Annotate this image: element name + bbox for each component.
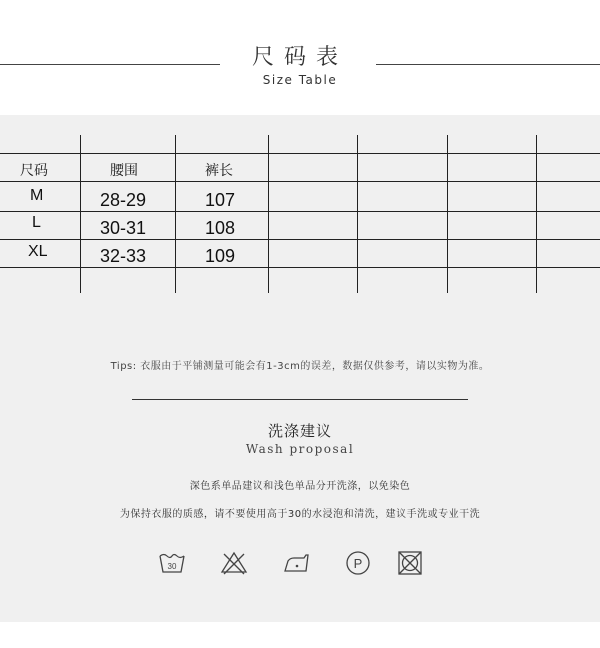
do-not-tumble-dry-icon (396, 550, 424, 576)
table-cell-waist: 32-33 (100, 246, 147, 266)
wash-30-icon (158, 550, 186, 576)
low-iron-icon (282, 550, 310, 576)
table-cell-size: M (30, 187, 44, 204)
table-divider (268, 135, 269, 293)
svg-text:P: P (353, 556, 363, 571)
table-cell-waist: 30-31 (100, 218, 147, 238)
table-cell-size: XL (28, 243, 48, 260)
wash-note-1: 深色系单品建议和浅色单品分开洗涤，以免染色 (189, 481, 411, 492)
table-divider (80, 135, 81, 293)
divider (132, 399, 468, 400)
table-cell-size: L (32, 214, 41, 231)
table-cell-length: 107 (205, 190, 236, 210)
table-divider (536, 135, 537, 293)
table-row-line (0, 181, 600, 182)
table-row-line (0, 267, 600, 268)
table-cell-waist: 28-29 (100, 190, 147, 210)
table-row-line (0, 153, 600, 154)
col-header-length: 裤长 (205, 163, 233, 179)
table-cell-length: 108 (205, 218, 236, 238)
table-row-line (0, 211, 600, 212)
dry-clean-p-icon (344, 550, 372, 576)
do-not-bleach-icon (220, 550, 248, 576)
page-subtitle: Size Table (262, 73, 338, 87)
wash-subtitle: Wash proposal (245, 442, 355, 456)
table-divider (175, 135, 176, 293)
page-title: 尺码表 (251, 45, 348, 70)
table-cell-length: 109 (205, 246, 236, 266)
col-header-size: 尺码 (20, 163, 48, 179)
wash-note-2: 为保持衣服的质感，请不要使用高于30的水浸泡和清洗，建议手洗或专业干洗 (119, 509, 481, 520)
wash-temperature: 30 (167, 562, 177, 571)
table-divider (357, 135, 358, 293)
col-header-waist: 腰围 (110, 163, 138, 179)
table-divider (447, 135, 448, 293)
bottom-margin (0, 622, 600, 648)
wash-title: 洗涤建议 (267, 422, 332, 440)
table-row-line (0, 239, 600, 240)
tips-text: Tips: 衣服由于平铺测量可能会有1-3cm的误差，数据仅供参考，请以实物为准。 (110, 361, 490, 372)
content-panel (0, 115, 600, 622)
header (0, 0, 600, 115)
